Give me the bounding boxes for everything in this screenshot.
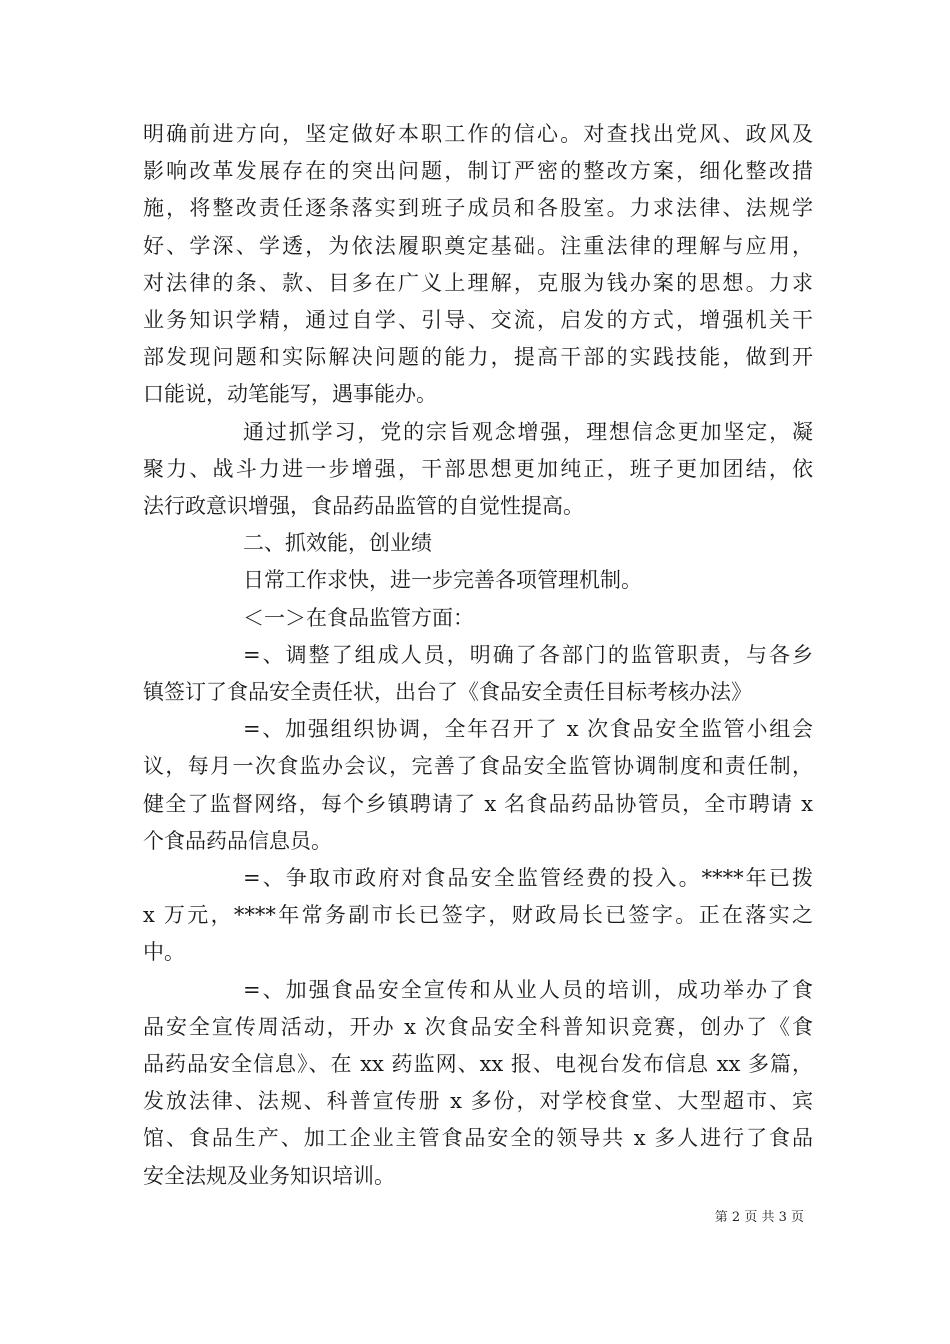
text-line: 发放法律、法规、科普宣传册 x 多份，对学校食堂、大型超市、宾: [143, 1089, 813, 1114]
text-line: =、争取市政府对食品安全监管经费的投入。****年已拨: [243, 866, 813, 891]
text-line: =、调整了组成人员，明确了各部门的监管职责，与各乡: [243, 642, 813, 667]
text-line: 聚力、战斗力进一步增强，干部思想更加纯正，班子更加团结，依: [143, 456, 813, 481]
text-line: 好、学深、学透，为依法履职奠定基础。注重法律的理解与应用，: [143, 233, 813, 258]
text-line: 影响改革发展存在的突出问题，制订严密的整改方案，细化整改措: [143, 159, 813, 184]
page-number: 第 2 页 共 3 页: [714, 1210, 804, 1225]
paragraph: [143, 637, 813, 711]
paragraph: [143, 414, 813, 526]
text-line: 业务知识学精，通过自学、引导、交流，启发的方式，增强机关干: [143, 308, 813, 333]
section-heading: [143, 525, 813, 562]
text-line: ＜一＞在食品监管方面：: [243, 605, 474, 630]
text-line: 议，每月一次食监办会议，完善了食品安全监管协调制度和责任制，: [143, 754, 813, 779]
text-line: 健全了监督网络，每个乡镇聘请了 x 名食品药品协管员，全市聘请 x: [143, 791, 813, 816]
text-line: =、加强食品安全宣传和从业人员的培训，成功举办了食: [243, 977, 813, 1002]
paragraph: [143, 711, 813, 860]
paragraph: [143, 972, 813, 1195]
text-line: x 万元，****年常务副市长已签字，财政局长已签字。正在落实之: [143, 903, 813, 928]
text-line: 品药品安全信息》、在 xx 药监网、xx 报、电视台发布信息 xx 多篇，: [143, 1052, 813, 1077]
text-line: 明确前进方向，坚定做好本职工作的信心。对查找出党风、政风及: [143, 122, 813, 146]
text-line: 对法律的条、款、目多在广义上理解，克服为钱办案的思想。力求: [143, 270, 813, 295]
text-line: 中。: [143, 940, 185, 965]
text-line: 个食品药品信息员。: [143, 828, 332, 853]
paragraph: [143, 116, 813, 414]
text-line: 安全法规及业务知识培训。: [143, 1163, 395, 1188]
subsection-heading: [143, 600, 813, 637]
text-line: 施，将整改责任逐条落实到班子成员和各股室。力求法律、法规学: [143, 196, 813, 221]
text-line: 二、抓效能，创业绩: [243, 531, 432, 556]
paragraph: [143, 562, 813, 599]
text-line: 部发现问题和实际解决问题的能力，提高干部的实践技能，做到开: [143, 345, 813, 370]
text-line: 品安全宣传周活动，开办 x 次食品安全科普知识竞赛，创办了《食: [143, 1014, 813, 1039]
text-line: 口能说，动笔能写，遇事能办。: [143, 382, 437, 407]
text-line: 镇签订了食品安全责任状，出台了《食品安全责任目标考核办法》: [143, 680, 752, 705]
text-line: 日常工作求快，进一步完善各项管理机制。: [243, 568, 642, 593]
text-line: 通过抓学习，党的宗旨观念增强，理想信念更加坚定，凝: [243, 419, 813, 444]
text-line: =、加强组织协调，全年召开了 x 次食品安全监管小组会: [243, 717, 813, 742]
text-line: 法行政意识增强，食品药品监管的自觉性提高。: [143, 494, 584, 519]
text-line: 馆、食品生产、加工企业主管食品安全的领导共 x 多人进行了食品: [143, 1126, 813, 1151]
paragraph: [143, 860, 813, 972]
document-body: [143, 116, 813, 1195]
